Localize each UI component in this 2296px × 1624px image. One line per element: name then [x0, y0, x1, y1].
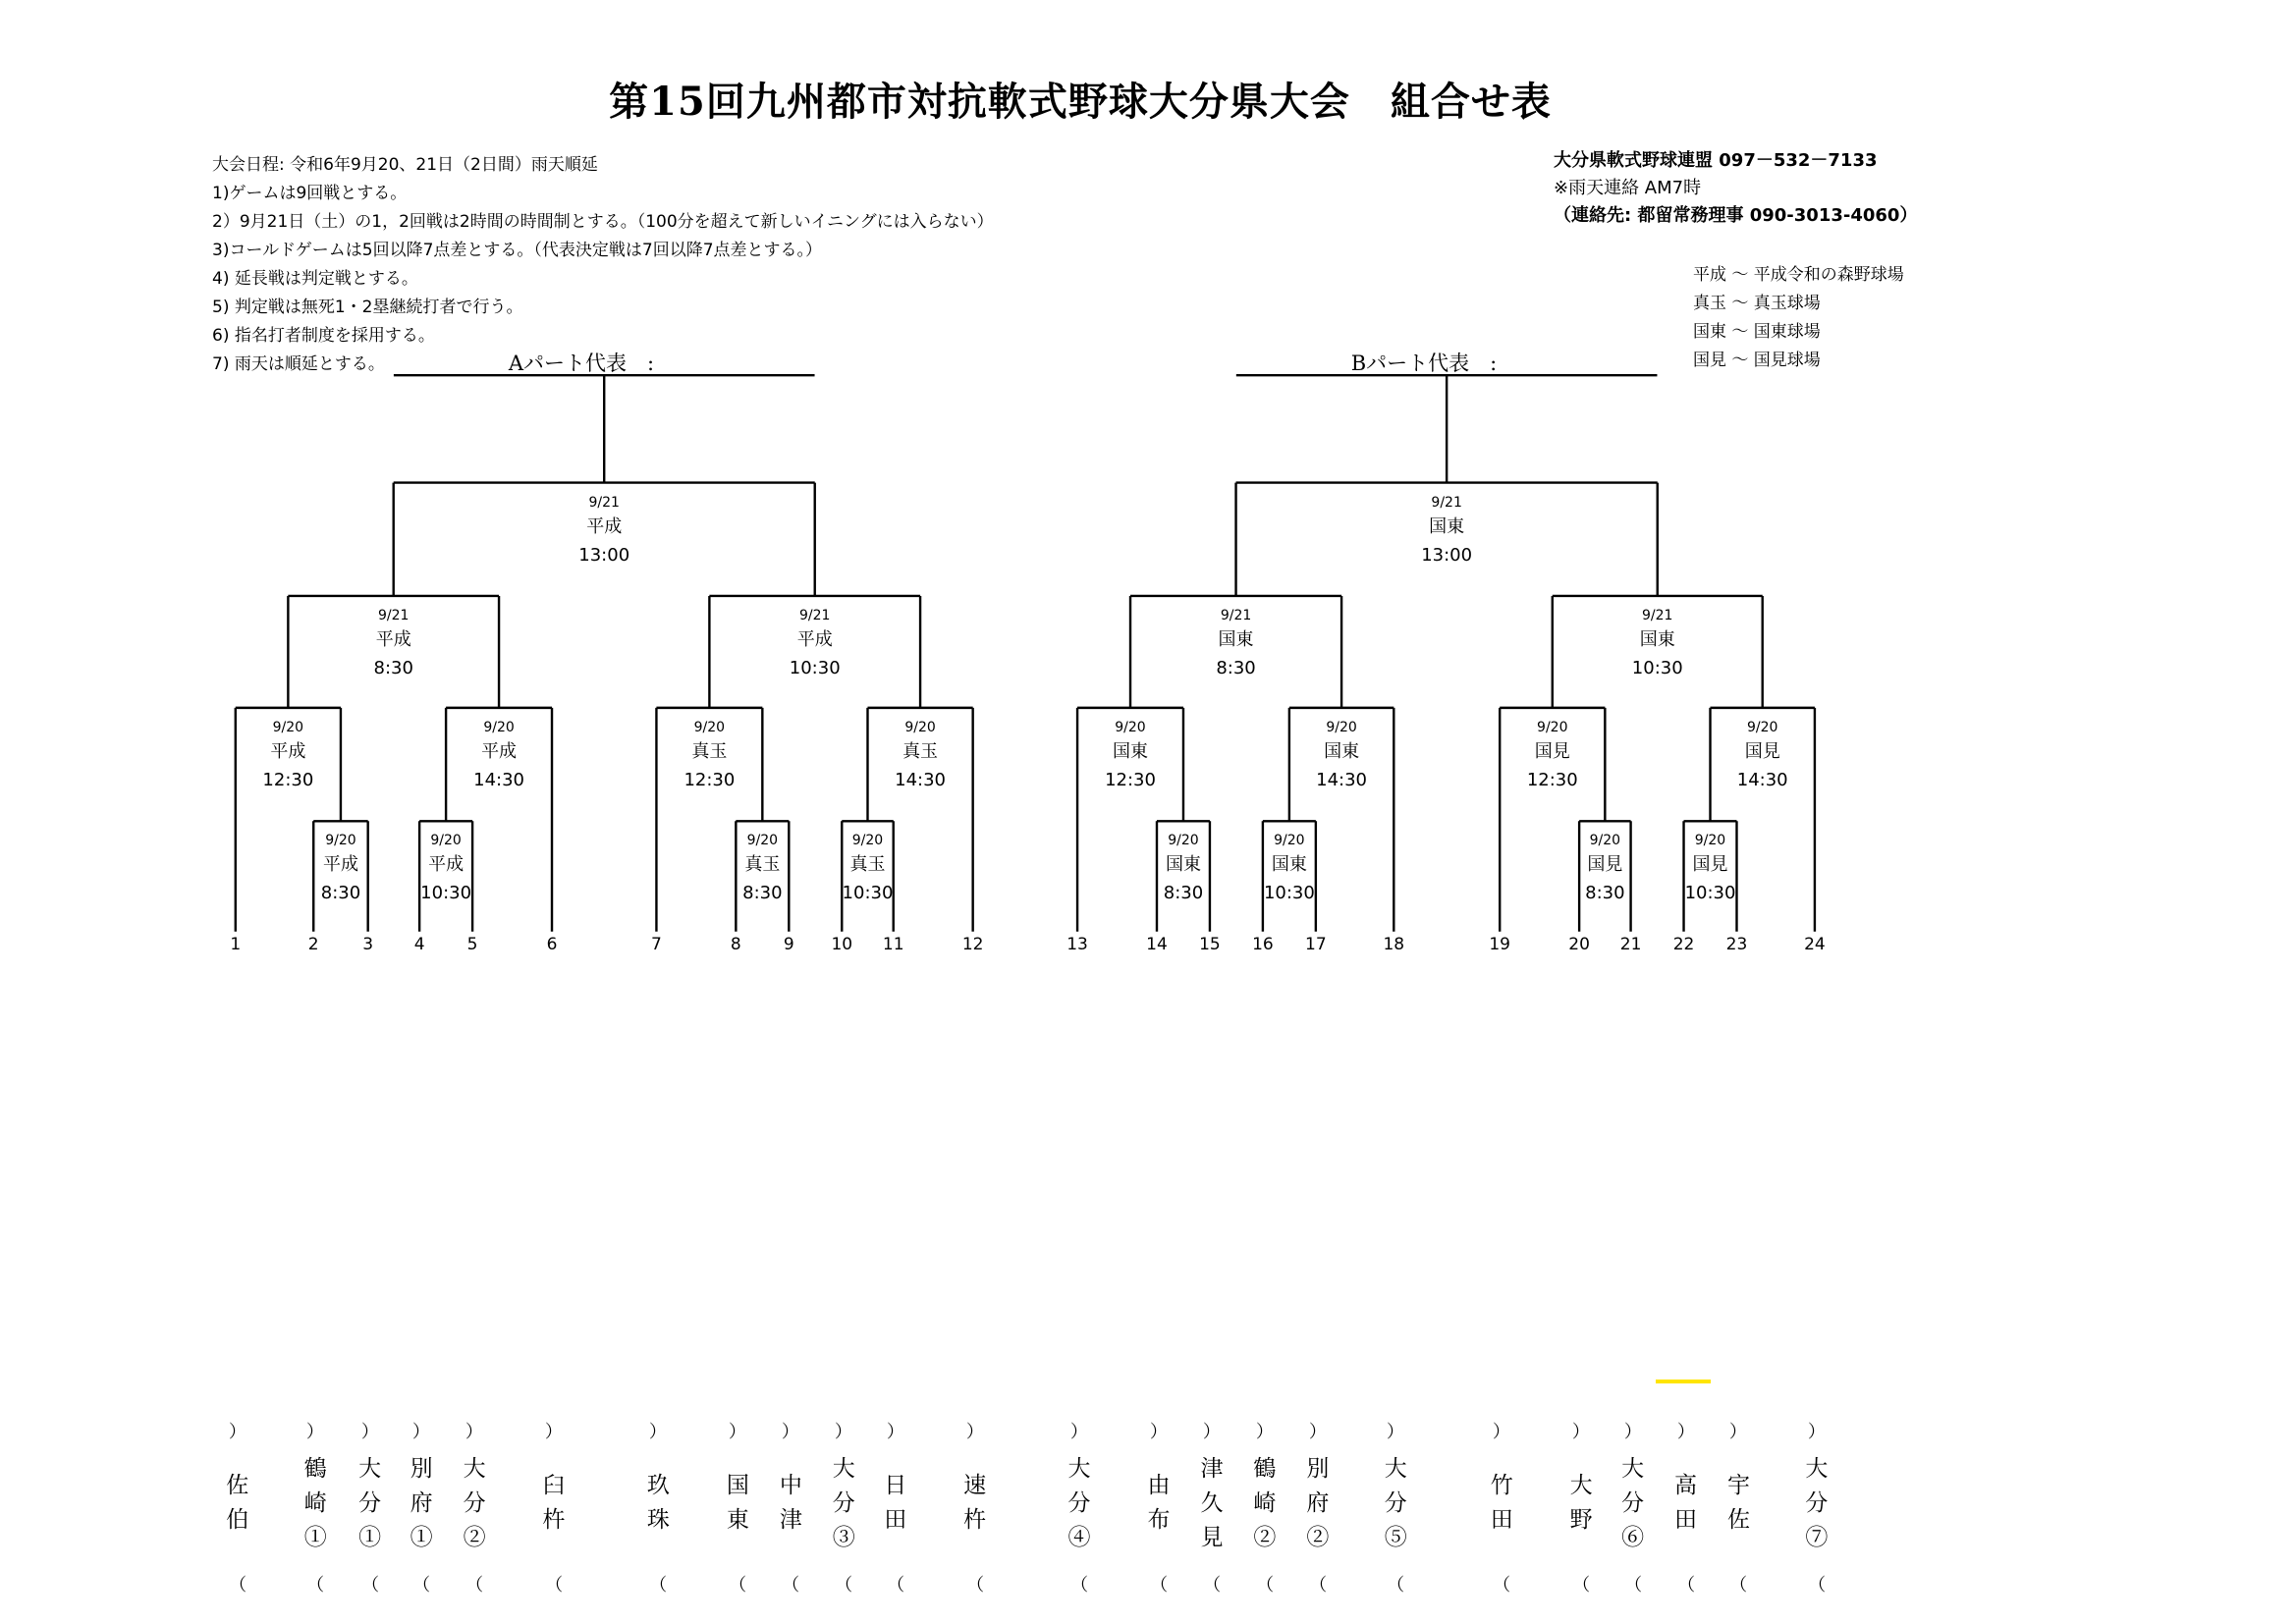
match-info	[420, 831, 471, 907]
slot-number: 4	[413, 935, 425, 954]
match-time: 14:30	[1736, 769, 1788, 790]
match-time: 8:30	[320, 883, 361, 904]
match-date: 9/20	[1326, 719, 1357, 735]
slot-number: 13	[1066, 935, 1088, 954]
match-info	[1737, 718, 1788, 794]
match-time: 8:30	[1163, 883, 1204, 904]
match-date: 9/20	[1746, 719, 1778, 735]
team-name: 国東	[722, 1473, 748, 1542]
match-info	[1421, 493, 1472, 569]
close-bracket: ︶	[225, 1575, 246, 1593]
match-date: 9/20	[1694, 833, 1726, 849]
team-entry	[458, 1422, 487, 1593]
open-bracket: ︵	[1067, 1422, 1089, 1439]
team-entry	[641, 1422, 671, 1593]
close-bracket: ︶	[1384, 1575, 1405, 1593]
open-bracket: ︵	[1146, 1422, 1168, 1439]
close-bracket: ︶	[832, 1575, 853, 1593]
match-info	[1216, 606, 1255, 682]
open-bracket: ︵	[303, 1422, 325, 1439]
slot-number: 11	[882, 935, 904, 954]
match-time: 12:30	[683, 769, 736, 790]
team-entry	[1485, 1422, 1514, 1593]
close-bracket: ︶	[1146, 1575, 1168, 1593]
match-venue: 真玉	[902, 740, 939, 762]
close-bracket: ︶	[410, 1575, 431, 1593]
slot-number: 19	[1489, 935, 1511, 954]
match-info	[374, 606, 413, 682]
rain-contact: ※雨天連絡 AM7時	[1554, 178, 1702, 198]
open-bracket: ︵	[1804, 1422, 1826, 1439]
match-venue: 国見	[1692, 854, 1728, 876]
match-venue: 国東	[1271, 854, 1307, 876]
match-info	[1316, 718, 1367, 794]
page-title: 第15回九州都市対抗軟式野球大分県大会 組合せ表	[609, 79, 1552, 125]
match-venue: 平成	[322, 854, 358, 876]
match-info	[1632, 606, 1683, 682]
open-bracket: ︵	[1305, 1422, 1327, 1439]
close-bracket: ︶	[1252, 1575, 1274, 1593]
team-entry	[537, 1422, 567, 1593]
open-bracket: ︵	[646, 1422, 668, 1439]
match-info	[1585, 831, 1624, 907]
match-time: 10:30	[1684, 883, 1736, 904]
team-name: 別府②	[1302, 1455, 1329, 1559]
open-bracket: ︵	[962, 1422, 984, 1439]
match-time: 8:30	[742, 883, 783, 904]
federation-contact: 大分県軟式野球連盟 097－532－7133	[1554, 150, 1878, 171]
match-time: 10:30	[420, 883, 472, 904]
part-a-representative: Aパート代表 :	[508, 352, 655, 375]
match-date: 9/20	[325, 833, 356, 849]
slot-number: 9	[783, 935, 794, 954]
open-bracket: ︵	[542, 1422, 564, 1439]
match-date: 9/20	[851, 833, 884, 849]
match-venue: 国東	[1639, 628, 1675, 650]
match-venue: 真玉	[849, 854, 886, 876]
close-bracket: ︶	[357, 1575, 379, 1593]
match-info	[843, 831, 894, 907]
close-bracket: ︶	[1199, 1575, 1221, 1593]
team-entry	[879, 1422, 908, 1593]
team-entry	[1379, 1422, 1408, 1593]
team-name: 津久見	[1196, 1455, 1223, 1559]
match-venue: 平成	[586, 515, 623, 537]
match-date: 9/21	[1642, 607, 1673, 623]
match-date: 9/20	[904, 719, 936, 735]
close-bracket: ︶	[1726, 1575, 1748, 1593]
close-bracket: ︶	[646, 1575, 668, 1593]
match-venue: 国東	[1113, 740, 1148, 762]
match-time: 13:00	[1421, 544, 1473, 566]
team-entry	[1616, 1422, 1646, 1593]
match-time: 10:30	[1263, 883, 1315, 904]
slot-number: 16	[1252, 935, 1274, 954]
slot-number: 21	[1619, 935, 1642, 954]
close-bracket: ︶	[1673, 1575, 1695, 1593]
match-info	[1164, 831, 1203, 907]
close-bracket: ︶	[779, 1575, 800, 1593]
rule-schedule: 大会日程: 令和6年9月20、21日（2日間）雨天順延	[212, 155, 598, 175]
rule-1: 1)ゲームは9回戦とする。	[212, 184, 408, 203]
slot-number: 5	[466, 935, 478, 954]
close-bracket: ︶	[1620, 1575, 1642, 1593]
venue-legend-item: 国見 ～ 国見球場	[1693, 351, 1821, 370]
team-entry	[1195, 1422, 1225, 1593]
match-date: 9/21	[377, 607, 410, 623]
close-bracket: ︶	[542, 1575, 564, 1593]
slot-number: 6	[546, 935, 558, 954]
part-b-representative: Bパート代表 :	[1350, 352, 1498, 375]
match-date: 9/20	[1537, 719, 1568, 735]
close-bracket: ︶	[1067, 1575, 1089, 1593]
team-entry	[405, 1422, 434, 1593]
slot-number: 18	[1383, 935, 1405, 954]
team-entry	[721, 1422, 750, 1593]
open-bracket: ︵	[1199, 1422, 1221, 1439]
match-venue: 平成	[270, 740, 306, 762]
match-venue: 平成	[375, 628, 411, 650]
rule-3: 3)コールドゲームは5回以降7点差とする。（代表決定戦は7回以降7点差とする。）	[212, 241, 823, 260]
person-contact: （連絡先: 都留常務理事 090-3013-4060）	[1554, 205, 1918, 226]
team-name: 宇佐	[1722, 1473, 1749, 1542]
slot-number: 8	[730, 935, 741, 954]
match-venue: 国東	[1429, 515, 1465, 537]
open-bracket: ︵	[1569, 1422, 1591, 1439]
match-time: 12:30	[262, 769, 314, 790]
team-entry	[1800, 1422, 1830, 1593]
team-entry	[774, 1422, 803, 1593]
match-date: 9/20	[430, 833, 462, 849]
rule-5: 5) 判定戦は無死1・2塁継続打者で行う。	[212, 298, 523, 317]
open-bracket: ︵	[357, 1422, 379, 1439]
slot-number: 22	[1672, 935, 1695, 954]
team-entry	[1669, 1422, 1699, 1593]
match-venue: 国見	[1744, 740, 1780, 762]
open-bracket: ︵	[1620, 1422, 1642, 1439]
close-bracket: ︶	[962, 1575, 984, 1593]
match-date: 9/20	[1115, 719, 1146, 735]
team-entry	[958, 1422, 988, 1593]
rule-4: 4) 延長戦は判定戦とする。	[212, 269, 418, 289]
match-time: 10:30	[842, 883, 894, 904]
match-time: 8:30	[373, 657, 413, 678]
close-bracket: ︶	[1490, 1575, 1511, 1593]
team-name: 大分①	[355, 1455, 381, 1559]
match-info	[262, 718, 313, 794]
open-bracket: ︵	[1673, 1422, 1695, 1439]
slot-number: 17	[1305, 935, 1327, 954]
close-bracket: ︶	[303, 1575, 325, 1593]
slot-number: 15	[1199, 935, 1221, 954]
match-venue: 国見	[1587, 854, 1623, 876]
team-entry	[1248, 1422, 1278, 1593]
team-entry	[1301, 1422, 1331, 1593]
team-name: 大分②	[459, 1455, 485, 1559]
team-name: 玖珠	[642, 1473, 669, 1542]
match-date: 9/20	[483, 719, 515, 735]
team-name: 大野	[1565, 1473, 1592, 1542]
close-bracket: ︶	[463, 1575, 484, 1593]
match-info	[321, 831, 360, 907]
venue-legend-item: 平成 ～ 平成令和の森野球場	[1693, 265, 1904, 285]
match-info	[742, 831, 782, 907]
open-bracket: ︵	[225, 1422, 246, 1439]
open-bracket: ︵	[883, 1422, 904, 1439]
open-bracket: ︵	[1726, 1422, 1748, 1439]
match-time: 14:30	[895, 769, 946, 790]
open-bracket: ︵	[1490, 1422, 1511, 1439]
team-name: 臼杵	[538, 1473, 565, 1542]
match-date: 9/21	[1220, 607, 1252, 623]
team-entry	[827, 1422, 856, 1593]
match-venue: 国東	[1324, 740, 1360, 762]
team-entry	[1142, 1422, 1172, 1593]
open-bracket: ︵	[410, 1422, 431, 1439]
rule-6: 6) 指名打者制度を採用する。	[212, 326, 435, 346]
match-info	[1685, 831, 1736, 907]
open-bracket: ︵	[1252, 1422, 1274, 1439]
match-date: 9/20	[746, 833, 779, 849]
match-time: 12:30	[1526, 769, 1578, 790]
slot-number: 10	[831, 935, 853, 954]
slot-number: 3	[362, 935, 374, 954]
open-bracket: ︵	[1384, 1422, 1405, 1439]
match-venue: 平成	[796, 628, 833, 650]
match-date: 9/20	[1168, 833, 1199, 849]
match-info	[473, 718, 524, 794]
open-bracket: ︵	[832, 1422, 853, 1439]
team-name: 速杵	[959, 1473, 986, 1542]
team-entry	[221, 1422, 250, 1593]
match-time: 14:30	[1316, 769, 1368, 790]
close-bracket: ︶	[1305, 1575, 1327, 1593]
match-info	[1527, 718, 1578, 794]
slot-number: 24	[1804, 935, 1826, 954]
team-name: 日田	[880, 1473, 906, 1542]
match-date: 9/21	[798, 607, 831, 623]
close-bracket: ︶	[726, 1575, 747, 1593]
rule-7: 7) 雨天は順延とする。	[212, 354, 385, 374]
match-info	[578, 493, 629, 569]
team-entry	[1564, 1422, 1594, 1593]
slot-number: 7	[651, 935, 662, 954]
open-bracket: ︵	[463, 1422, 484, 1439]
match-time: 12:30	[1105, 769, 1156, 790]
match-time: 14:30	[473, 769, 524, 790]
match-venue: 真玉	[744, 854, 781, 876]
team-name: 大分⑦	[1801, 1455, 1828, 1559]
close-bracket: ︶	[883, 1575, 904, 1593]
slot-number: 2	[307, 935, 319, 954]
team-name: 別府①	[406, 1455, 432, 1559]
team-name: 大分⑥	[1617, 1455, 1644, 1559]
close-bracket: ︶	[1569, 1575, 1591, 1593]
team-name: 大分⑤	[1380, 1455, 1406, 1559]
match-time: 13:00	[578, 544, 630, 566]
match-info	[1105, 718, 1156, 794]
match-venue: 国東	[1218, 628, 1254, 650]
rule-2: 2）9月21日（土）の1，2回戦は2時間の時間制とする。（100分を超えて新しいイニングには入らない）	[212, 212, 994, 232]
highlight-mark	[1656, 1380, 1711, 1383]
slot-number: 1	[230, 935, 242, 954]
team-name: 中津	[775, 1473, 801, 1542]
match-date: 9/20	[1274, 833, 1305, 849]
match-date: 9/21	[588, 494, 620, 511]
team-name: 竹田	[1486, 1473, 1512, 1542]
match-venue: 国見	[1534, 740, 1570, 762]
team-entry	[354, 1422, 383, 1593]
close-bracket: ︶	[1804, 1575, 1826, 1593]
team-entry	[299, 1422, 328, 1593]
team-name: 大分④	[1064, 1455, 1090, 1559]
match-date: 9/21	[1431, 494, 1462, 511]
match-date: 9/20	[693, 719, 726, 735]
match-time: 8:30	[1216, 657, 1256, 678]
open-bracket: ︵	[779, 1422, 800, 1439]
venue-legend-item: 真玉 ～ 真玉球場	[1693, 294, 1821, 313]
slot-number: 23	[1725, 935, 1748, 954]
team-name: 大分③	[828, 1455, 854, 1559]
match-time: 8:30	[1585, 883, 1625, 904]
match-info	[683, 718, 735, 794]
match-time: 10:30	[789, 657, 841, 678]
match-venue: 国東	[1165, 854, 1201, 876]
team-name: 由布	[1143, 1473, 1170, 1542]
team-name: 佐伯	[222, 1473, 248, 1542]
team-name: 高田	[1670, 1473, 1697, 1542]
slot-number: 12	[961, 935, 984, 954]
match-date: 9/20	[272, 719, 304, 735]
team-entry	[1722, 1422, 1751, 1593]
match-info	[790, 606, 841, 682]
match-info	[1264, 831, 1315, 907]
match-time: 10:30	[1631, 657, 1683, 678]
team-name: 鶴崎①	[300, 1455, 326, 1559]
match-venue: 平成	[481, 740, 518, 762]
slot-number: 20	[1568, 935, 1590, 954]
match-venue: 真玉	[691, 740, 728, 762]
slot-number: 14	[1146, 935, 1168, 954]
match-info	[895, 718, 946, 794]
match-venue: 平成	[428, 854, 465, 876]
match-date: 9/20	[1589, 833, 1621, 849]
open-bracket: ︵	[726, 1422, 747, 1439]
team-name: 鶴崎②	[1249, 1455, 1276, 1559]
venue-legend-item: 国東 ～ 国東球場	[1693, 322, 1821, 342]
team-entry	[1063, 1422, 1092, 1593]
